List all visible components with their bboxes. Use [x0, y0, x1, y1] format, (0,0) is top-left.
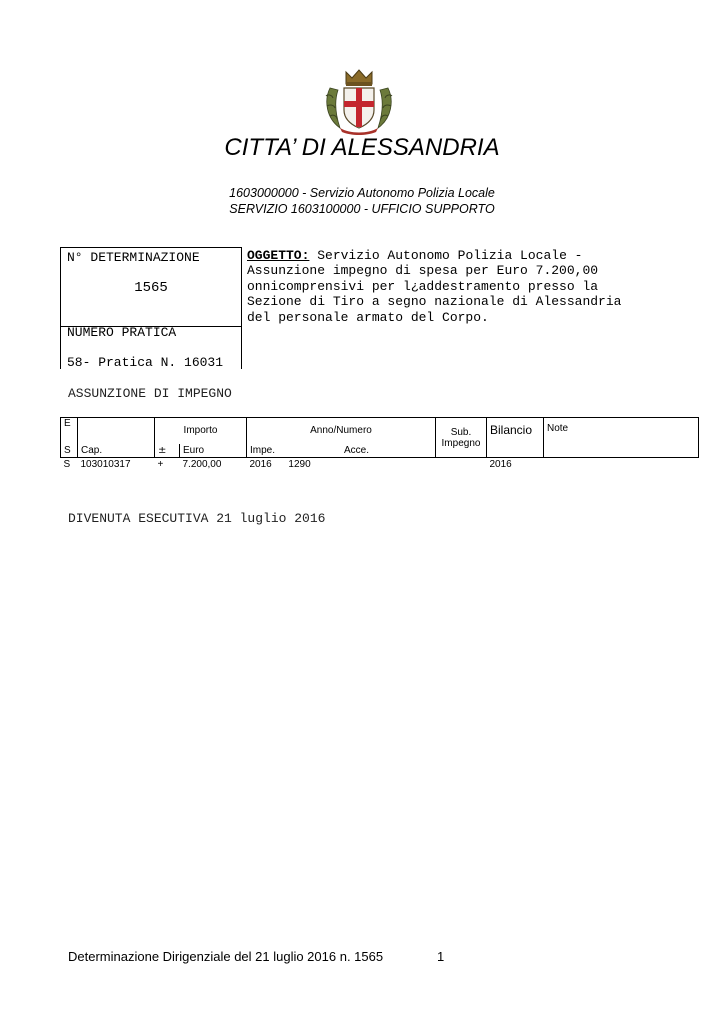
cell-sign: + [157, 459, 164, 471]
header-euro: Euro [180, 444, 247, 458]
header-s: S [61, 444, 78, 458]
header-impe: Impe. [247, 444, 342, 458]
oggetto-line: Assunzione impegno di spesa per Euro 7.200,00 [247, 263, 599, 279]
header-acce: Acce. [341, 444, 436, 458]
header-cap: Cap. [78, 444, 155, 458]
city-title: CITTA’ DI ALESSANDRIA [224, 134, 500, 161]
determination-box [60, 247, 242, 327]
pratica-value: 58- Pratica N. 16031 [67, 355, 224, 370]
pratica-label: NUMERO PRATICA [67, 325, 177, 340]
section-title: ASSUNZIONE DI IMPEGNO [68, 386, 232, 401]
oggetto-block [247, 248, 687, 325]
cell-acce [341, 458, 436, 472]
table-row [61, 458, 699, 472]
page-number: 1 [437, 949, 445, 964]
department-line: 1603000000 - Servizio Autonomo Polizia Locale [229, 186, 495, 200]
cell-bilancio: 2016 [489, 459, 512, 471]
header-anno-numero: Anno/Numero [247, 418, 436, 444]
header-e: E [61, 418, 78, 444]
cell-anno: 2016 [249, 459, 272, 471]
header-cap-blank [78, 418, 155, 444]
header-importo: Importo [155, 418, 247, 444]
city-crest-logo [322, 68, 396, 136]
determination-label: N° DETERMINAZIONE [67, 250, 200, 265]
esecutiva-line: DIVENUTA ESECUTIVA 21 luglio 2016 [68, 511, 326, 526]
header-sub-impegno: Sub. Impegno [436, 418, 487, 458]
impegno-table [60, 417, 699, 472]
cell-note [544, 458, 699, 472]
oggetto-line: Servizio Autonomo Polizia Locale - [309, 248, 583, 263]
service-line: SERVIZIO 1603100000 - UFFICIO SUPPORTO [229, 202, 495, 216]
footer-text: Determinazione Dirigenziale del 21 luglio 2016 n. 1565 [68, 949, 384, 964]
determination-number: 1565 [134, 280, 168, 296]
cell-euro: 7.200,00 [182, 459, 222, 471]
pratica-box [60, 325, 242, 369]
cell-impe [247, 458, 342, 472]
cell-es: S [63, 459, 71, 471]
cell-numero: 1290 [288, 459, 311, 471]
cell-sub [436, 458, 487, 472]
header-note: Note [544, 418, 699, 458]
header-plus-minus: ± [155, 444, 180, 458]
oggetto-line: Sezione di Tiro a segno nazionale di Alessandria [247, 294, 622, 310]
oggetto-label: OGGETTO: [247, 248, 310, 263]
cell-cap: 103010317 [80, 459, 131, 471]
oggetto-line: del personale armato del Corpo. [247, 309, 489, 325]
header-bilancio: Bilancio [487, 418, 544, 458]
oggetto-line: onnicomprensivi per l¿addestramento presso la [247, 278, 599, 294]
